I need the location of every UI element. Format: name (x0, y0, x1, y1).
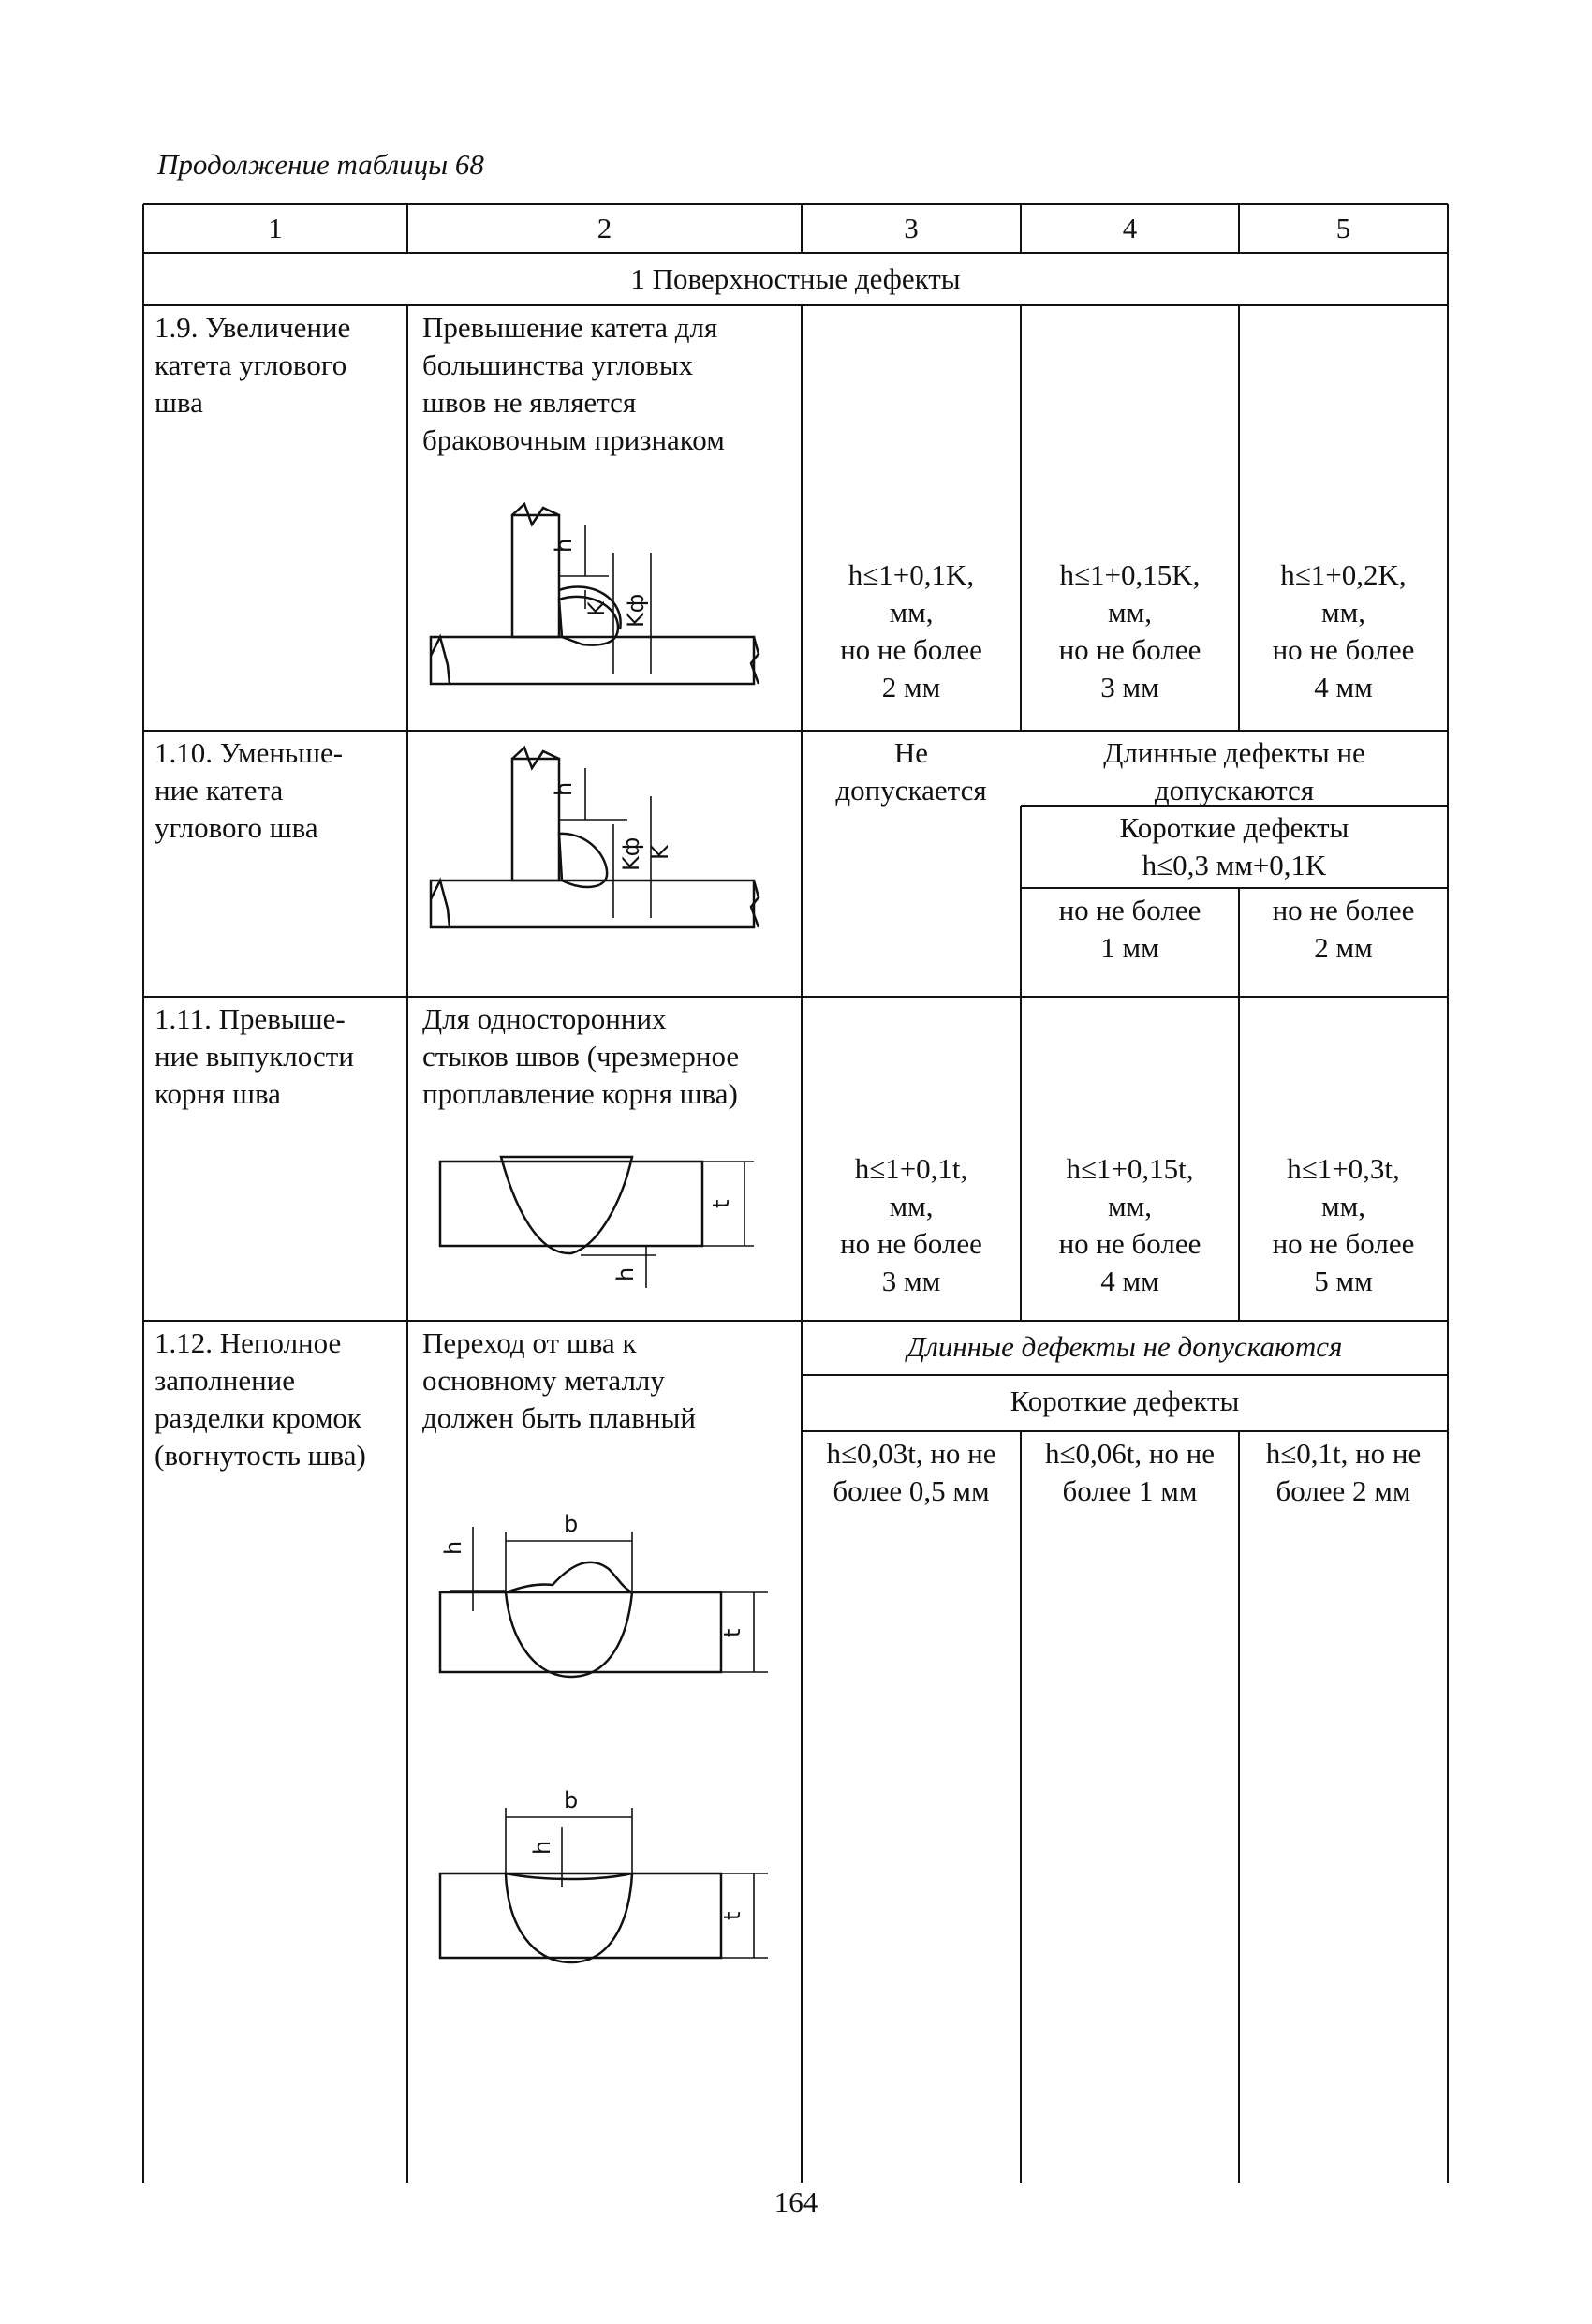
column-header-4: 4 (1122, 212, 1138, 244)
column-header-3: 3 (904, 212, 919, 244)
label-h: h (551, 538, 577, 553)
norm-level-a-1-9: h≤1+0,2K, мм, но не более 4 мм (1272, 558, 1415, 703)
section-title: 1 Поверхностные дефекты (630, 262, 961, 295)
defect-name-1-9: 1.9. Увеличение катета углового шва (155, 311, 351, 419)
label-kf: Kф (618, 836, 644, 871)
label-kf: Kф (623, 593, 649, 628)
table-caption: Продолжение таблицы 68 (157, 148, 484, 181)
short-defects-note-1-10: Короткие дефекты h≤0,3 мм+0,1K (1119, 811, 1349, 881)
defect-description-1-11: Для односторонних стыков швов (чрезмерное проплавление корня шва) (422, 1002, 740, 1110)
column-header-1: 1 (268, 212, 283, 244)
label-h: h (529, 1840, 555, 1855)
label-h: h (551, 781, 577, 796)
norm-level-c-1-12: h≤0,03t, но не более 0,5 мм (826, 1437, 996, 1507)
norm-level-b-1-9: h≤1+0,15K, мм, но не более 3 мм (1058, 558, 1201, 703)
norm-level-c-1-9: h≤1+0,1K, мм, но не более 2 мм (840, 558, 982, 703)
norm-level-c-1-10: Не допускается (835, 736, 987, 807)
excess-root-penetration-figure (431, 1143, 768, 1293)
fillet-weld-excess-figure (421, 496, 777, 703)
label-b: b (564, 1511, 579, 1537)
norm-level-a-1-11: h≤1+0,3t, мм, но не более 5 мм (1272, 1152, 1415, 1297)
label-t: t (708, 1199, 734, 1208)
label-h: h (440, 1540, 466, 1555)
label-t: t (719, 1911, 745, 1920)
norm-level-a-1-10: но не более 2 мм (1272, 894, 1415, 964)
defect-name-1-11: 1.11. Превыше- ние выпуклости корня шва (155, 1002, 354, 1110)
label-t: t (719, 1628, 745, 1637)
long-defects-note-1-12: Длинные дефекты не допускаются (907, 1330, 1343, 1363)
defect-description-1-12: Переход от шва к основному металлу должен быть плавный (422, 1326, 696, 1434)
page-number: 164 (774, 2185, 818, 2218)
norm-level-b-1-10: но не более 1 мм (1058, 894, 1201, 964)
incomplete-fill-figure-2 (431, 1761, 777, 1986)
fillet-weld-reduction-figure (421, 740, 777, 946)
defect-name-1-10: 1.10. Уменьше- ние катета углового шва (155, 736, 344, 844)
long-defects-note-1-10: Длинные дефекты не допускаются (1103, 736, 1365, 807)
norm-level-b-1-11: h≤1+0,15t, мм, но не более 4 мм (1058, 1152, 1201, 1297)
label-h: h (612, 1266, 639, 1281)
label-k: K (647, 845, 673, 860)
incomplete-fill-figure-1 (431, 1499, 777, 1686)
defect-name-1-12: 1.12. Неполное заполнение разделки кромок (вогнутость шва) (155, 1326, 366, 1472)
defect-description-1-9: Превышение катета для большинства угловых швов не является браковочным признаком (422, 311, 725, 456)
label-b: b (564, 1787, 579, 1813)
short-defects-note-1-12: Короткие дефекты (1010, 1384, 1240, 1417)
column-header-2: 2 (597, 212, 612, 244)
norm-level-c-1-11: h≤1+0,1t, мм, но не более 3 мм (840, 1152, 982, 1297)
label-k: K (583, 601, 610, 616)
column-header-5: 5 (1335, 212, 1351, 244)
norm-level-a-1-12: h≤0,1t, но не более 2 мм (1265, 1437, 1422, 1507)
norm-level-b-1-12: h≤0,06t, но не более 1 мм (1044, 1437, 1216, 1507)
